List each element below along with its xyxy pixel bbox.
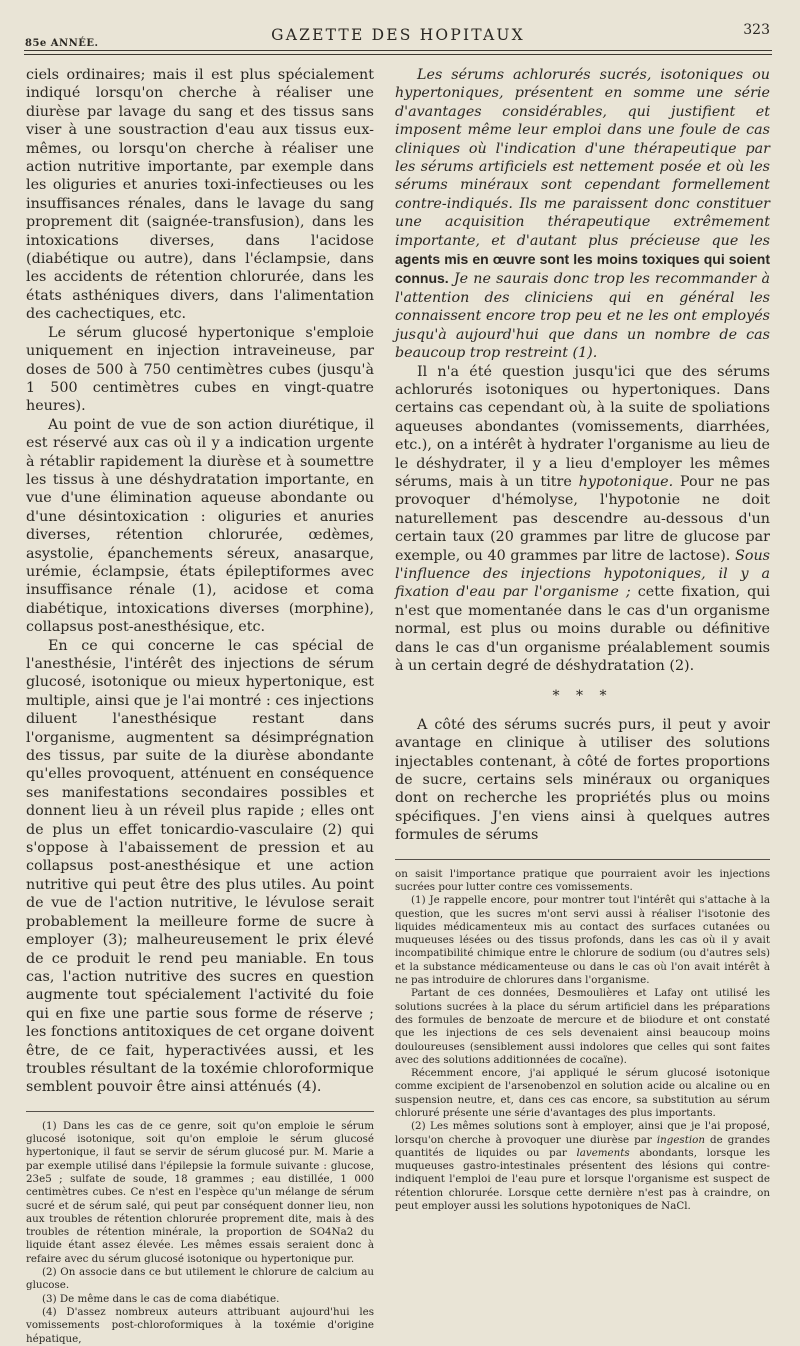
italic-text: lavements: [576, 1146, 630, 1159]
header-rule: [24, 54, 772, 55]
paragraph: [395, 66, 770, 363]
text-span: abondants, lorsque les muqueuses gastro-intestinales présentent des lésions qui contre-indiquent l'emploi de l'eau pure et lorsque l'organisme est suspect de rétention chlorurée. Lorsque cette dernière n'est pas à craindre, on peut employer aussi les solutions hypotoniques de NaCl.: [395, 1146, 770, 1213]
paragraph: Au point de vue de son action diurétique, il est réservé aux cas où il y a indication urgente à rétablir rapidement la diurèse et à soumettre les tissus à une déshydratation importante, en vue d'une élimination aqueuse abondante ou d'une désintoxication : oliguries et anuries diverses, rétention chlorurée, œdèmes, asystolie, épanchements séreux, anasarque, urémie, éclampsie, états épileptiformes avec insuffisance rénale (1), acidose et coma diabétique, intoxications diverses (morphine), collapsus post-anesthésique, etc.: [26, 416, 374, 636]
bold-text: agents mis en œuvre sont les moins toxiques qui soient connus.: [395, 251, 770, 287]
page-number: 323: [743, 22, 770, 38]
italic-text: Je ne saurais donc trop les recommander à l'attention des cliniciens qui en général les connaissent encore trop peu et ne les ont employés jusqu'à aujourd'hui que dans un nombre de cas beaucoup trop restreint (1).: [395, 271, 770, 362]
footnote-rule: [26, 1111, 374, 1112]
footnote: (1) Dans les cas de ce genre, soit qu'on emploie le sérum glucosé isotonique, soit qu'on emploie le sérum glucosé hypertonique, il faut se servir de sérum glucosé pur. M. Marie a par exemple utilisé dans l'épilepsie la formule suivante : glucose, 23e5 ; sulfate de soude, 18 grammes ; eau distillée, 1 000 centimètres cubes. Ce n'est en l'espèce qu'un mélange de sérum sucré et de sérum salé, qui peut par conséquent donner lieu, non aux troubles de rétention chlorurée proprement dite, mais à des troubles de rétention minérale, la proportion de SO4Na2 du liquide étant assez élevée. Les mêmes essais seraient donc à refaire avec du sérum glucosé isotonique ou hypertonique pur.: [26, 1119, 374, 1265]
header-rule: [24, 50, 772, 51]
text-span: Pour ne pas provoquer d'hémolyse, l'hypotonie ne doit naturellement pas descendre au-dessous d'un certain taux (20 grammes par litre de glucose par exemple, ou 40 grammes par litre de lactose).: [395, 473, 770, 564]
italic-text: ingestion: [656, 1133, 705, 1146]
text-span: de grandes quantités de liquides ou par: [395, 1133, 770, 1159]
footnotes: [395, 868, 770, 1214]
footnote: Récemment encore, j'ai appliqué le sérum glucosé isotonique comme excipient de l'arsenobenzol en solution acide ou alcaline ou en suspension neutre, et, dans ces cas encore, sa substitution au sérum chloruré présente une série d'avantages des plus importants.: [395, 1067, 770, 1119]
text-span: cette fixation, qui n'est que momentanée dans le cas d'un organisme normal, est plus ou moins durable ou définitive dans le cas d'un organisme préalablement soumis à un certain degré de déshydratation (2).: [395, 584, 770, 674]
paragraph: ciels ordinaires; mais il est plus spécialement indiqué lorsqu'on cherche à réaliser une diurèse par lavage du sang et des tissus sans viser à une soustraction d'eau aux tissus eux-mêmes, ou lorsqu'on cherche à réaliser une action nutritive importante, par exemple dans les oliguries et anuries toxi-infectieuses ou les insuffisances rénales, dans le lavage du sang proprement dit (saignée-transfusion), dans les intoxications diverses, dans l'acidose (diabétique ou autre), dans l'éclampsie, dans les accidents de rétention chlorurée, dans les états asthéniques divers, dans l'alimentation des cachectiques, etc.: [26, 67, 374, 323]
footnote: (4) D'assez nombreux auteurs attribuant aujourd'hui les vomissements post-chloroformiques à la toxémie d'origine hépatique,: [26, 1305, 374, 1345]
paragraph: En ce qui concerne le cas spécial de l'anesthésie, l'intérêt des injections de sérum glucosé, isotonique ou mieux hypertonique, est multiple, ainsi que je l'ai montré : ces injections diluent l'anesthésique restant dans l'organisme, augmentent sa désimprégnation des tissus, par suite de la diurèse abondante qu'elles provoquent, atténuent en conséquence ses manifestations secondaires possibles et donnent lieu à un réveil plus rapide ; elles ont de plus un effet tonicardio-vasculaire (2) qui s'oppose à l'abaissement de pression et au collapsus post-anesthésique et une action nutritive qui peut être des plus utiles. Au point de vue de l'action nutritive, le lévulose serait probablement la meilleure forme de sucre à employer (3); malheureusement le prix élevé de ce produit le rend peu maniable. En tous cas, l'action nutritive des sucres en question augmente tout spécialement l'activité du foie qui en fixe une partie sous forme de réserve ; les fonctions antitoxiques de cet organe doivent être, de ce fait, hyperactivées aussi, et les troubles résultant de la toxémie chloroformique semblent pouvoir être ainsi atténués (4).: [26, 637, 374, 1096]
volume-year: 85e ANNÉE.: [25, 38, 99, 49]
footnotes: [26, 1120, 374, 1346]
italic-text: Sous l'influence des injections hypotoniques, il y a fixation d'eau par l'organisme ;: [395, 547, 771, 601]
section-separator: * * *: [552, 688, 613, 705]
right-column: [395, 66, 770, 1213]
left-column: [26, 66, 374, 1346]
footnote: (1) Je rappelle encore, pour montrer tout l'intérêt qui s'attache à la question, que les sucres m'ont servi aussi à réaliser l'isotonie des liquides médicamenteux mis au contact des surfaces cutanées ou muqueuses lésées ou des tissus profonds, dans les cas où il y avait incompatibilité chimique entre le chlorure de sodium (ou d'autres sels) et la substance médicamenteuse ou dans le cas où l'on avait intérêt à ne pas introduire de chlorures dans l'organisme.: [395, 894, 770, 987]
text-span: (2) Les mêmes solutions sont à employer, ainsi que je l'ai proposé, lorsqu'on cherche à provoquer une diurèse par: [395, 1120, 770, 1146]
footnote: (2) On associe dans ce but utilement le chlorure de calcium au glucose.: [26, 1266, 374, 1292]
paragraph: Le sérum glucosé hypertonique s'emploie uniquement en injection intraveineuse, par doses de 500 à 750 centimètres cubes (jusqu'à 1 500 centimètres cubes en vingt-quatre heures).: [26, 324, 374, 415]
footnote: on saisit l'importance pratique que pourraient avoir les injections sucrées pour lutter contre ces vomissements.: [395, 867, 770, 893]
italic-text: hypotonique.: [578, 473, 674, 490]
paragraph: A côté des sérums sucrés purs, il peut y avoir avantage en clinique à utiliser des solutions injectables contenant, à côté de fortes proportions de sucre, certains sels minéraux ou organiques dont on recherche les propriétés plus ou moins spécifiques. J'en viens ainsi à quelques autres formules de sérums: [395, 716, 770, 844]
italic-text: Les sérums achlorurés sucrés, isotoniques ou hypertoniques, présentent en somme une série d'avantages considérables, qui justifient et imposent même leur emploi dans une foule de cas cliniques où l'indication d'une thérapeutique par les sérums artificiels est nettement posée et où les sérums minéraux sont cependant formellement contre-indiqués. Ils me paraissent donc constituer une acquisition thérapeutique extrêmement importante, et d'autant plus précieuse que les: [395, 67, 770, 249]
footnote: [395, 1120, 770, 1213]
journal-title: GAZETTE DES HOPITAUX: [271, 26, 525, 44]
footnote: (3) De même dans le cas de coma diabétique.: [42, 1292, 280, 1305]
page-header: [24, 0, 772, 62]
text-span: Il n'a été question jusqu'ici que des sérums achlorurés isotoniques ou hypertoniques. Dans certains cas cependant où, à la suite de spoliations aqueuses abondantes (vomissements, diarrhées, etc.), on a intérêt à hydrater l'organisme au lieu de le déshydrater, il y a lieu d'employer les mêmes sérums, mais à un titre: [395, 363, 770, 490]
paragraph: [395, 363, 770, 676]
footnote: Partant de ces données, Desmoulières et Lafay ont utilisé les solutions sucrées à la place du sérum artificiel dans les préparations des formules de benzoate de mercure et de biiodure et ont constaté que les injections de ces sels devenaient ainsi beaucoup moins douloureuses (sensiblement aussi indolores que celles qui sont faites avec des solutions additionnées de cocaïne).: [395, 987, 770, 1066]
footnote-rule: [395, 859, 770, 860]
